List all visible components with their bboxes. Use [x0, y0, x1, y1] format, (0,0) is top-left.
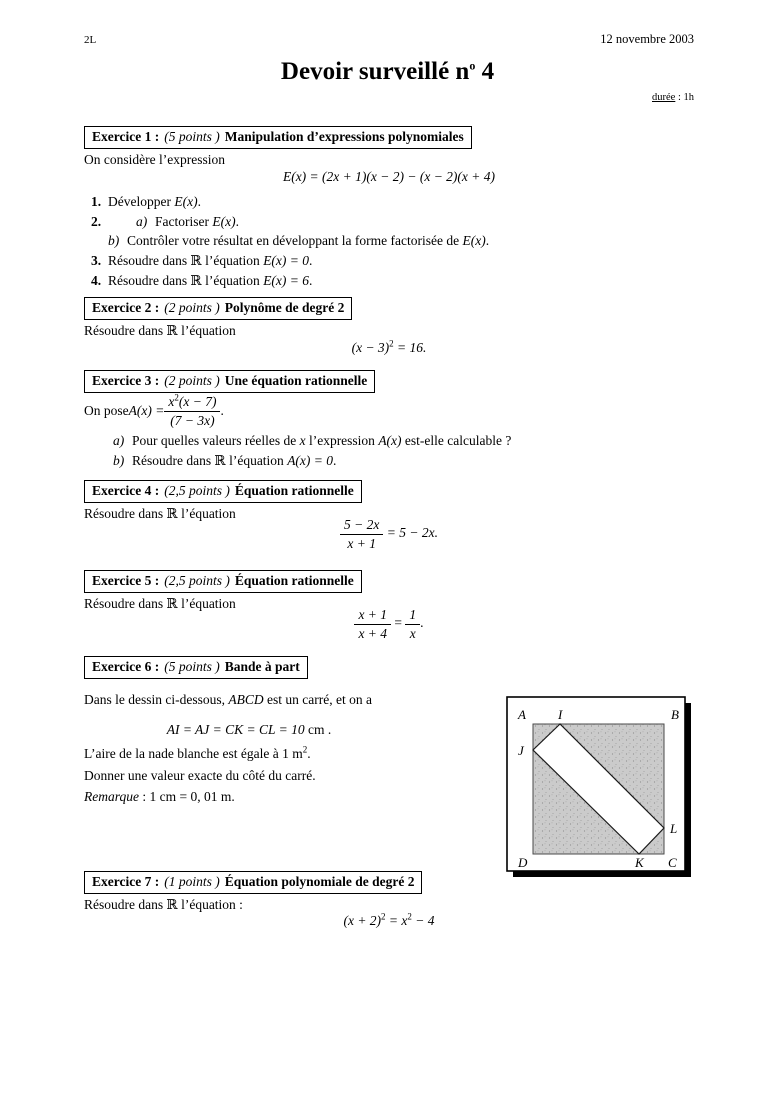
exercise-4-number: Exercice 4 :: [92, 483, 160, 498]
exercise-1-points: (5 points ): [164, 129, 220, 144]
fraction: $\frac{x^2(x - 7)}{(7 - 3x)}$: [164, 394, 220, 428]
header-class-label: 2L: [84, 34, 97, 46]
exercise-1-item-2b: b) Contrôler votre résultat en développant la forme factorisée de E(x).: [108, 233, 490, 248]
exercise-7-intro: Résoudre dans ℝ l’équation :: [84, 897, 243, 912]
exercise-5-intro: Résoudre dans ℝ l’équation: [84, 596, 236, 611]
exercise-6-title: Bande à part: [224, 659, 300, 674]
exercise-3-title: Une équation rationnelle: [224, 373, 368, 388]
page-title-ordinal: o: [469, 58, 476, 73]
exercise-6-remark-line: Remarque : 1 cm = 0, 01 m.: [84, 789, 235, 804]
duration-value: : 1h: [675, 92, 694, 103]
exercise-5-heading: [84, 570, 362, 593]
exercise-2-formula: $(x - 3)^2 = 16$.: [351, 338, 427, 355]
exercise-5-formula: $\frac{x + 1}{x + 4}$ = $\frac{1}{x}$ .: [84, 607, 694, 641]
exercise-6-heading: [84, 656, 308, 679]
label-D: D: [518, 855, 528, 870]
exercise-6-points: (5 points ): [164, 659, 220, 674]
exercise-6-area-line: L’aire de la nade blanche est égale à 1 $m^2$.: [84, 744, 311, 761]
exercise-6-question-line: Donner une valeur exacte du côté du carré.: [84, 768, 316, 783]
exercise-3-heading: [84, 370, 375, 393]
page-title-number: 4: [475, 58, 495, 85]
item-label: 1.: [91, 194, 102, 209]
exercise-1-heading: [84, 126, 472, 149]
exercise-1-intro: On considère l’expression: [84, 152, 225, 167]
label-L: L: [670, 821, 678, 836]
exercise-4-formula: $\frac{5 - 2x}{x + 1}$ = 5 − 2x.: [84, 517, 694, 551]
square-band-figure: [506, 696, 698, 886]
exercise-7-number: Exercice 7 :: [92, 874, 160, 889]
exercise-6-formula: AI = AJ = CK = CL = 10 cm .: [166, 722, 332, 737]
exercise-5-title: Équation rationnelle: [234, 573, 354, 588]
exercise-5-number: Exercice 5 :: [92, 573, 160, 588]
fraction: $\frac{5 - 2x}{x + 1}$: [340, 517, 383, 551]
exercise-3-item-b: b) Résoudre dans ℝ l’équation A(x) = 0.: [113, 453, 337, 468]
fraction: $\frac{x + 1}{x + 4}$: [354, 607, 391, 641]
exercise-4-intro: Résoudre dans ℝ l’équation: [84, 506, 236, 521]
label-C: C: [668, 855, 677, 870]
exercise-7-formula: $(x + 2)^2 = x^2 - 4$: [343, 911, 435, 928]
duration-note: [652, 92, 694, 103]
exercise-3-definition: On pose A(x) = $\frac{x^2(x - 7)}{(7 - 3x)}$ .: [84, 392, 224, 428]
figure-svg: [506, 696, 698, 882]
page-title: [0, 58, 775, 86]
exercise-2-number: Exercice 2 :: [92, 300, 160, 315]
exercise-1-formula: E(x) = (2x + 1)(x − 2) − (x − 2)(x + 4): [282, 169, 496, 184]
label-K: K: [635, 855, 644, 870]
label-J: J: [518, 743, 524, 758]
exercise-7-title: Équation polynomiale de degré 2: [224, 874, 415, 889]
label-I: I: [558, 707, 563, 722]
item-label: 4.: [91, 273, 102, 288]
exercise-4-heading: [84, 480, 362, 503]
item-label: 3.: [91, 253, 102, 268]
exercise-1-item-4: 4. Résoudre dans ℝ l’équation E(x) = 6.: [91, 273, 313, 288]
exercise-1-item-1: 1. Développer E(x).: [91, 194, 201, 209]
exercise-2-title: Polynôme de degré 2: [224, 300, 345, 315]
exercise-6-number: Exercice 6 :: [92, 659, 160, 674]
item-label: 2.: [91, 214, 102, 229]
exercise-4-title: Équation rationnelle: [234, 483, 354, 498]
exercise-1-title: Manipulation d’expressions polynomiales: [224, 129, 464, 144]
exercise-6-paragraph: Dans le dessin ci-dessous, ABCD est un carré, et on a: [84, 692, 372, 707]
exercise-3-points: (2 points ): [164, 373, 220, 388]
exercise-1-number: Exercice 1 :: [92, 129, 160, 144]
exercise-5-points: (2,5 points ): [164, 573, 230, 588]
header-date: 12 novembre 2003: [600, 32, 694, 46]
exercise-2-intro: Résoudre dans ℝ l’équation: [84, 323, 236, 338]
fraction: $\frac{1}{x}$: [405, 607, 420, 641]
exercise-2-points: (2 points ): [164, 300, 220, 315]
page-title-text: Devoir surveillé n: [280, 58, 470, 85]
label-A: A: [518, 707, 526, 722]
exercise-4-points: (2,5 points ): [164, 483, 230, 498]
exercise-1-item-2a: 2. a) Factoriser E(x).: [91, 214, 239, 229]
exercise-7-points: (1 points ): [164, 874, 220, 889]
exercise-1-item-3: 3. Résoudre dans ℝ l’équation E(x) = 0.: [91, 253, 313, 268]
duration-label: durée: [652, 92, 676, 103]
exercise-7-heading: [84, 871, 422, 894]
exercise-3-number: Exercice 3 :: [92, 373, 160, 388]
label-B: B: [671, 707, 679, 722]
exercise-3-item-a: a) Pour quelles valeurs réelles de x l’expression A(x) est-elle calculable ?: [113, 433, 512, 448]
exercise-2-heading: [84, 297, 352, 320]
